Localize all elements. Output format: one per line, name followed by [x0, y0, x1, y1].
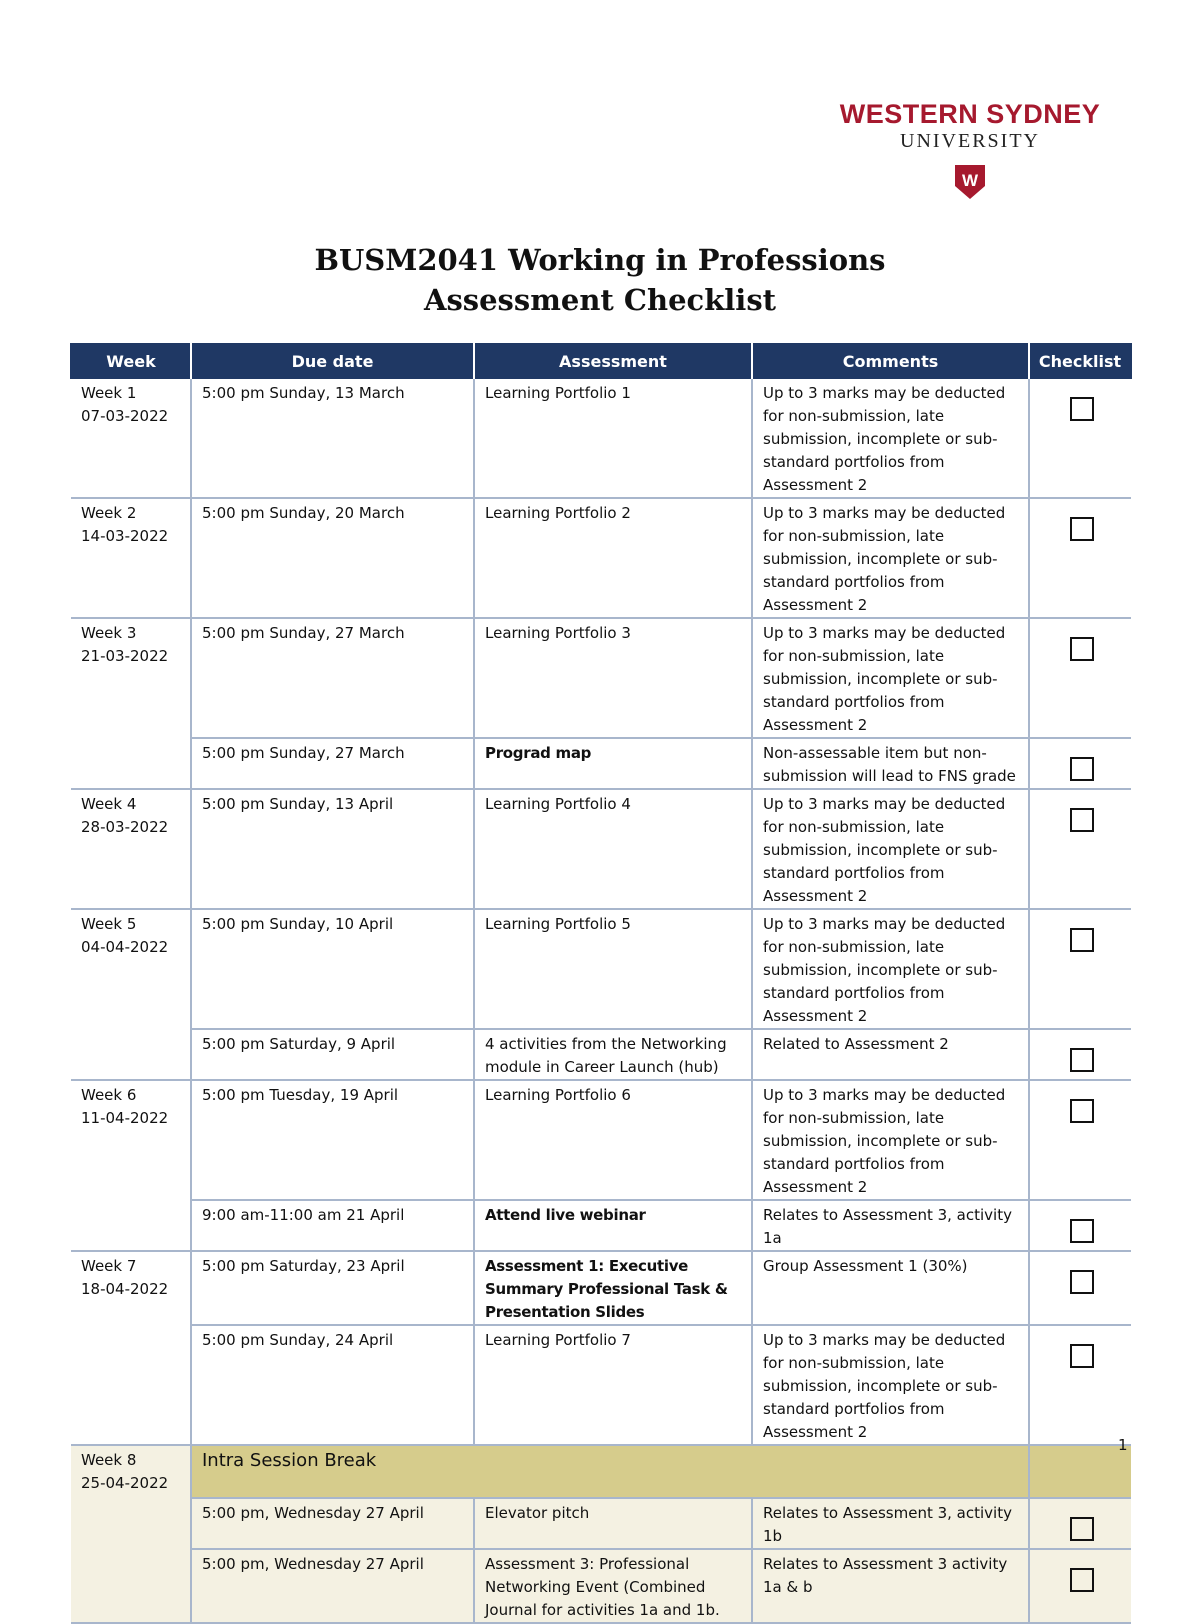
checkbox[interactable] — [1070, 397, 1094, 421]
checklist-cell — [1029, 1498, 1131, 1549]
table-row — [71, 1325, 1131, 1445]
table-row — [71, 909, 1131, 1029]
shield-icon — [954, 164, 986, 200]
week-cell — [71, 618, 191, 789]
comment-cell: Non-assessable item but non-submission will lead to FNS grade — [752, 738, 1029, 789]
intra-break-label: Intra Session Break — [191, 1445, 1029, 1498]
table-row — [71, 1251, 1131, 1325]
table-row — [71, 379, 1131, 498]
checkbox[interactable] — [1070, 1099, 1094, 1123]
week-cell — [71, 909, 191, 1080]
assessment-cell: Learning Portfolio 5 — [474, 909, 752, 1029]
checklist-cell — [1029, 1200, 1131, 1251]
break-checklist-cell — [1029, 1445, 1131, 1498]
due-date-cell: 5:00 pm Saturday, 9 April — [191, 1029, 474, 1080]
checklist-cell — [1029, 1080, 1131, 1200]
checklist-cell — [1029, 1549, 1131, 1623]
week-label: Week 2 — [81, 504, 137, 522]
due-date-cell: 5:00 pm Sunday, 27 March — [191, 738, 474, 789]
due-date-cell: 9:00 am-11:00 am 21 April — [191, 1200, 474, 1251]
header-assessment: Assessment — [474, 343, 752, 379]
comment-cell: Up to 3 marks may be deducted for non-submission, late submission, incomplete or sub-standard portfolios from Assessment 2 — [752, 379, 1029, 498]
assessment-table — [70, 343, 1132, 1624]
checklist-cell — [1029, 1029, 1131, 1080]
table-row — [71, 1029, 1131, 1080]
comment-cell: Relates to Assessment 3, activity 1a — [752, 1200, 1029, 1251]
checklist-cell — [1029, 498, 1131, 618]
comment-cell: Group Assessment 1 (30%) — [752, 1251, 1029, 1325]
checklist-cell — [1029, 738, 1131, 789]
checkbox[interactable] — [1070, 1048, 1094, 1072]
header-checklist: Checklist — [1029, 343, 1131, 379]
header-due-date: Due date — [191, 343, 474, 379]
checkbox[interactable] — [1070, 757, 1094, 781]
checklist-cell — [1029, 909, 1131, 1029]
week-date: 28-03-2022 — [81, 818, 169, 836]
week-date: 04-04-2022 — [81, 938, 169, 956]
checkbox[interactable] — [1070, 1270, 1094, 1294]
assessment-cell: Prograd map — [474, 738, 752, 789]
week-label: Week 4 — [81, 795, 137, 813]
logo-wordmark-line2: UNIVERSITY — [900, 130, 1040, 152]
due-date-cell: 5:00 pm, Wednesday 27 April — [191, 1549, 474, 1623]
logo-wordmark-line1: WESTERN SYDNEY — [839, 99, 1101, 129]
assessment-cell: 4 activities from the Networking module in Career Launch (hub) — [474, 1029, 752, 1080]
due-date-cell: 5:00 pm Sunday, 20 March — [191, 498, 474, 618]
due-date-cell: 5:00 pm Saturday, 23 April — [191, 1251, 474, 1325]
due-date-cell: 5:00 pm Sunday, 10 April — [191, 909, 474, 1029]
checkbox[interactable] — [1070, 808, 1094, 832]
checklist-cell — [1029, 1325, 1131, 1445]
week-cell — [71, 1251, 191, 1445]
week-date: 25-04-2022 — [81, 1474, 169, 1492]
week-cell — [71, 379, 191, 498]
due-date-cell: 5:00 pm Sunday, 24 April — [191, 1325, 474, 1445]
assessment-cell: Learning Portfolio 4 — [474, 789, 752, 909]
week-label: Week 6 — [81, 1086, 137, 1104]
week-cell — [71, 789, 191, 909]
assessment-cell: Learning Portfolio 6 — [474, 1080, 752, 1200]
week-label: Week 5 — [81, 915, 137, 933]
comment-cell: Up to 3 marks may be deducted for non-submission, late submission, incomplete or sub-standard portfolios from Assessment 2 — [752, 618, 1029, 738]
assessment-cell: Elevator pitch — [474, 1498, 752, 1549]
university-logo — [830, 98, 1110, 200]
table-row — [71, 1549, 1131, 1623]
title-line-checklist: Assessment Checklist — [423, 283, 777, 317]
title-line-course: BUSM2041 Working in Professions — [314, 243, 886, 277]
checklist-cell — [1029, 379, 1131, 498]
week-date: 14-03-2022 — [81, 527, 169, 545]
due-date-cell: 5:00 pm Sunday, 27 March — [191, 618, 474, 738]
table-header-row — [71, 343, 1131, 379]
comment-cell: Up to 3 marks may be deducted for non-submission, late submission, incomplete or sub-standard portfolios from Assessment 2 — [752, 498, 1029, 618]
header-comments: Comments — [752, 343, 1029, 379]
table-row — [71, 1498, 1131, 1549]
week-date: 11-04-2022 — [81, 1109, 169, 1127]
assessment-cell: Learning Portfolio 2 — [474, 498, 752, 618]
comment-cell: Related to Assessment 2 — [752, 1029, 1029, 1080]
checkbox[interactable] — [1070, 1568, 1094, 1592]
assessment-cell: Learning Portfolio 1 — [474, 379, 752, 498]
week-date: 21-03-2022 — [81, 647, 169, 665]
week-cell — [71, 1445, 191, 1623]
checkbox[interactable] — [1070, 517, 1094, 541]
comment-cell: Relates to Assessment 3, activity 1b — [752, 1498, 1029, 1549]
comment-cell: Up to 3 marks may be deducted for non-submission, late submission, incomplete or sub-standard portfolios from Assessment 2 — [752, 1325, 1029, 1445]
week-date: 07-03-2022 — [81, 407, 169, 425]
checklist-cell — [1029, 789, 1131, 909]
page-number: 1 — [1118, 1436, 1128, 1454]
week-label: Week 1 — [81, 384, 137, 402]
assessment-cell: Assessment 3: Professional Networking Event (Combined Journal for activities 1a and 1b. — [474, 1549, 752, 1623]
shield-letter: W — [961, 171, 979, 190]
due-date-cell: 5:00 pm Tuesday, 19 April — [191, 1080, 474, 1200]
comment-cell: Up to 3 marks may be deducted for non-submission, late submission, incomplete or sub-standard portfolios from Assessment 2 — [752, 789, 1029, 909]
week-cell — [71, 498, 191, 618]
week-label: Week 3 — [81, 624, 137, 642]
table-row — [71, 738, 1131, 789]
header-week: Week — [71, 343, 191, 379]
due-date-cell: 5:00 pm Sunday, 13 March — [191, 379, 474, 498]
assessment-cell: Assessment 1: Executive Summary Professional Task & Presentation Slides — [474, 1251, 752, 1325]
comment-cell: Relates to Assessment 3 activity 1a & b — [752, 1549, 1029, 1623]
assessment-cell: Learning Portfolio 3 — [474, 618, 752, 738]
table-row — [71, 618, 1131, 738]
comment-cell: Up to 3 marks may be deducted for non-submission, late submission, incomplete or sub-standard portfolios from Assessment 2 — [752, 909, 1029, 1029]
checkbox[interactable] — [1070, 928, 1094, 952]
due-date-cell: 5:00 pm, Wednesday 27 April — [191, 1498, 474, 1549]
table-row — [71, 498, 1131, 618]
checkbox[interactable] — [1070, 1219, 1094, 1243]
intra-break-row — [71, 1445, 1131, 1498]
checkbox[interactable] — [1070, 1344, 1094, 1368]
table-row — [71, 1080, 1131, 1200]
table-row — [71, 1200, 1131, 1251]
week-label: Week 8 — [81, 1451, 137, 1469]
table-row — [71, 789, 1131, 909]
assessment-cell: Attend live webinar — [474, 1200, 752, 1251]
checklist-cell — [1029, 1251, 1131, 1325]
comment-cell: Up to 3 marks may be deducted for non-submission, late submission, incomplete or sub-standard portfolios from Assessment 2 — [752, 1080, 1029, 1200]
checkbox[interactable] — [1070, 637, 1094, 661]
checklist-cell — [1029, 618, 1131, 738]
checkbox[interactable] — [1070, 1517, 1094, 1541]
week-cell — [71, 1080, 191, 1251]
due-date-cell: 5:00 pm Sunday, 13 April — [191, 789, 474, 909]
week-label: Week 7 — [81, 1257, 137, 1275]
assessment-cell: Learning Portfolio 7 — [474, 1325, 752, 1445]
page-title — [0, 240, 1200, 320]
week-date: 18-04-2022 — [81, 1280, 169, 1298]
